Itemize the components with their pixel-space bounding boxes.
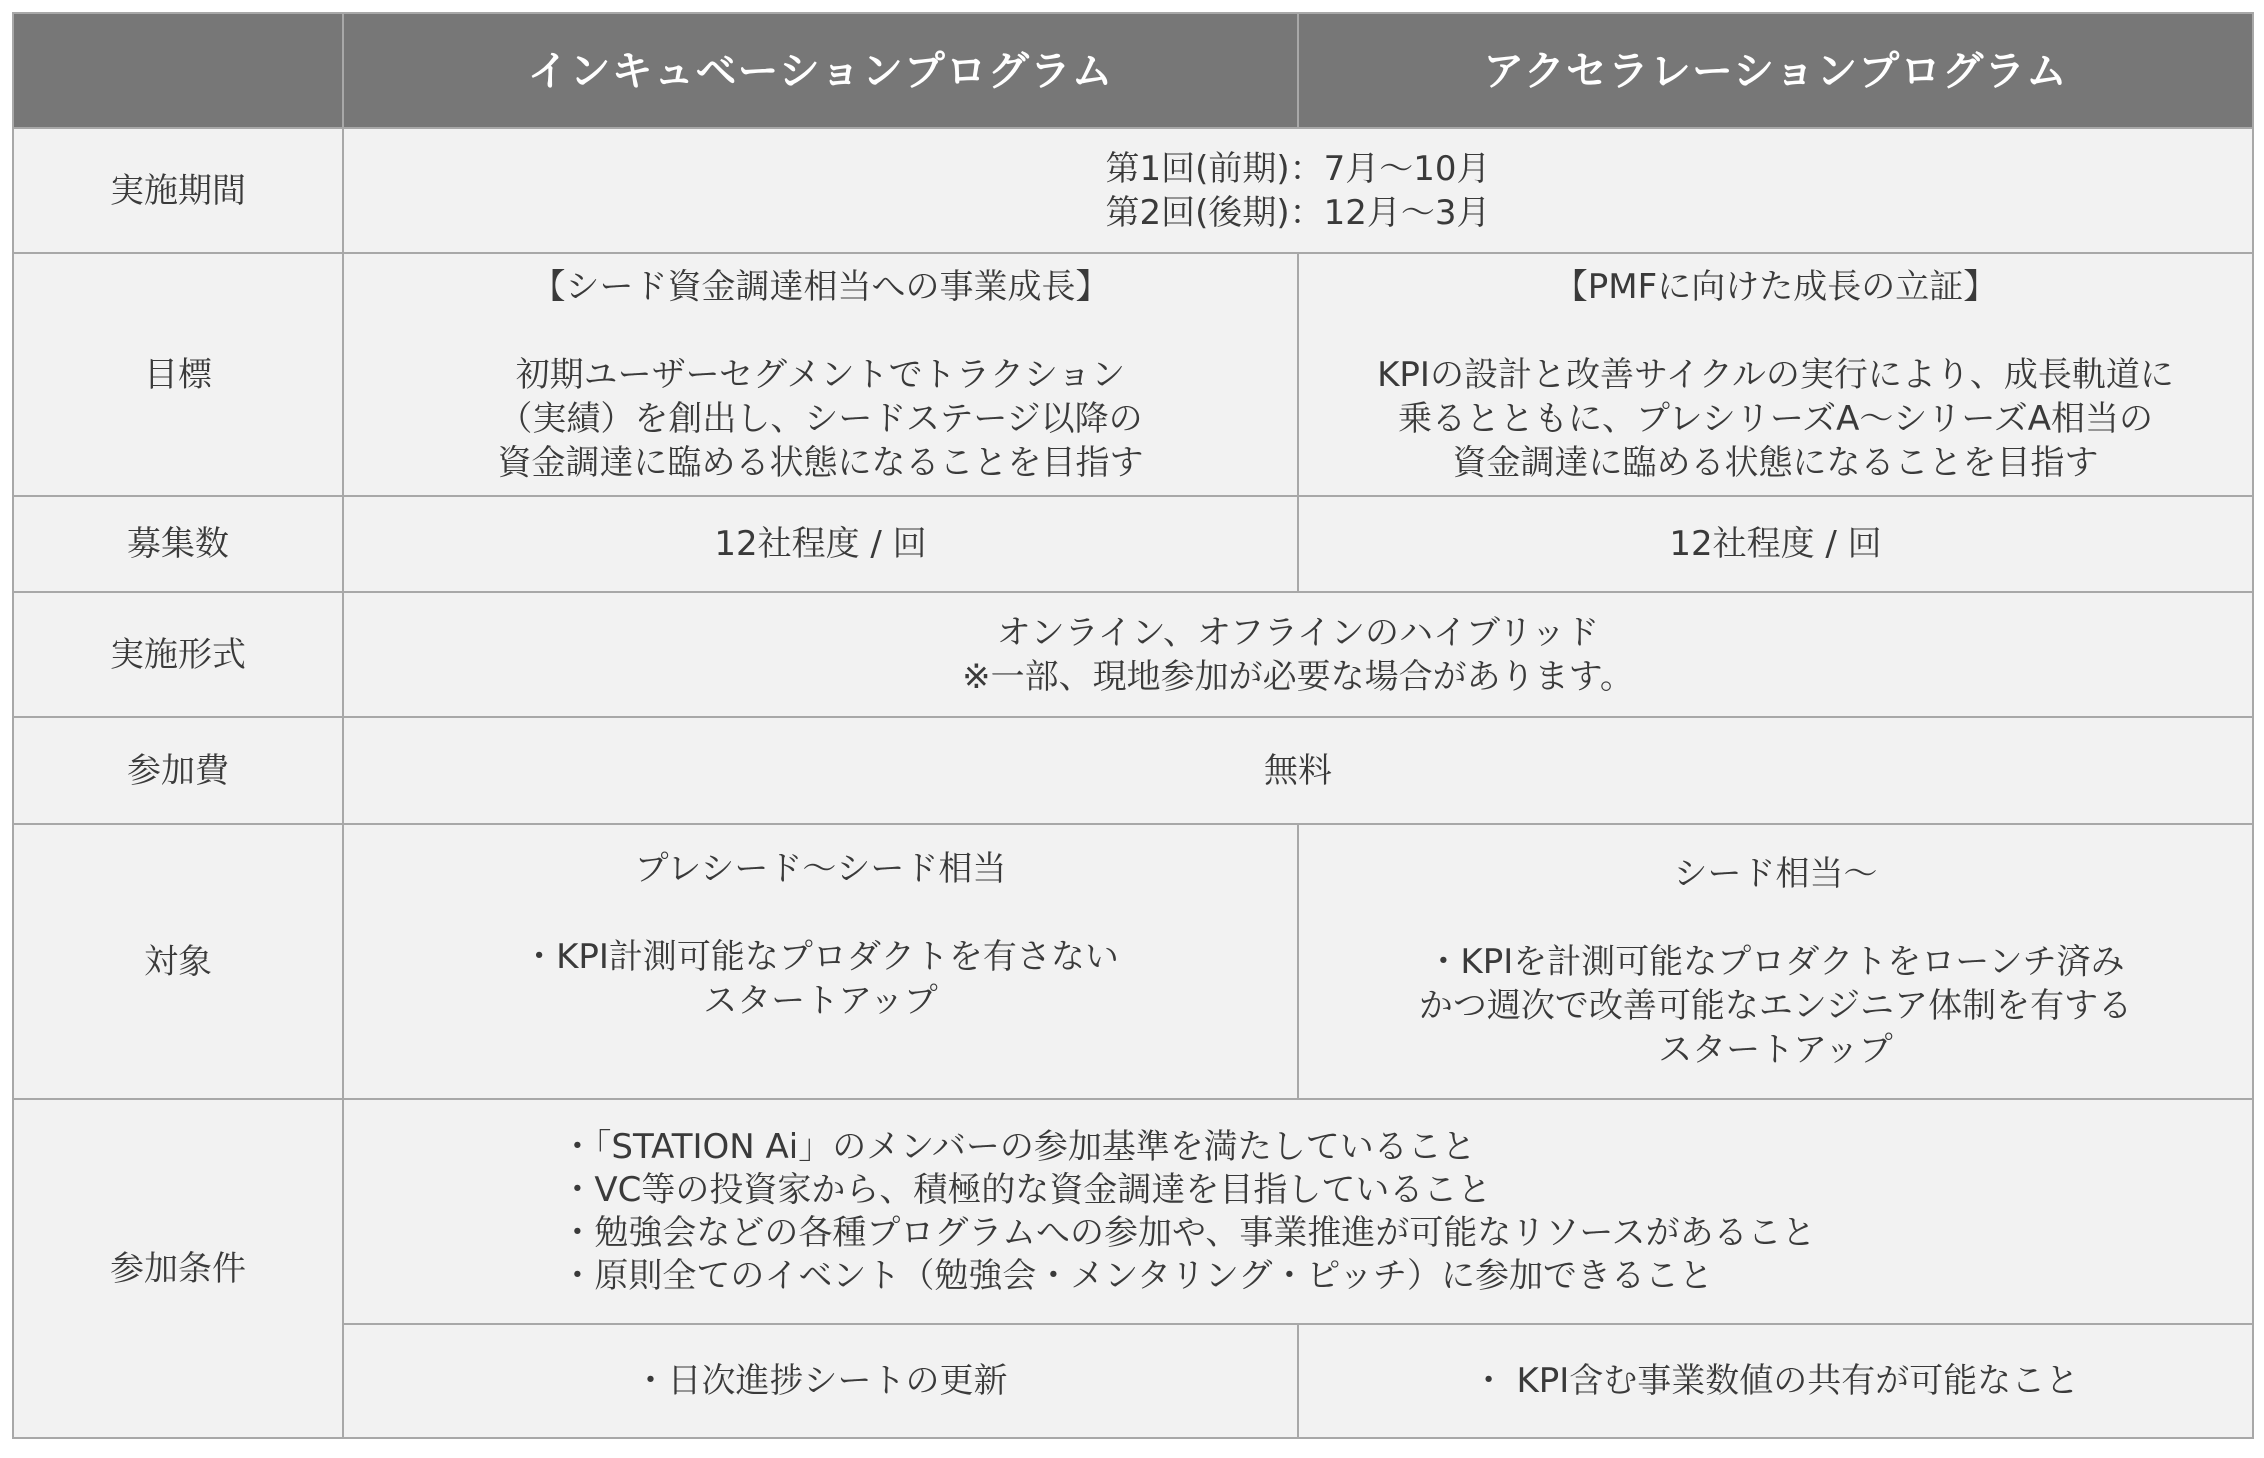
- goal-incubation: [343, 253, 1298, 496]
- goal-incubation-line: [356, 309, 1285, 353]
- row-goal: [13, 253, 2253, 496]
- target-incubation-line: [356, 891, 1285, 935]
- period-value: [343, 128, 2253, 253]
- target-acceleration-line: シード相当〜: [1673, 853, 1878, 894]
- header-acceleration-program: アクセラレーションプログラム: [1298, 13, 2253, 128]
- row-recruit: [13, 496, 2253, 592]
- condition-item: ・原則全てのイベント（勉強会・メンタリング・ピッチ）に参加できること: [560, 1255, 1713, 1296]
- program-comparison-table: [12, 12, 2254, 1439]
- target-incubation-line: スタートアップ: [703, 981, 938, 1021]
- row-fee: [13, 717, 2253, 824]
- goal-incubation-line: （実績）を創出し、シードステージ以降の: [498, 398, 1143, 439]
- row-label-format: 実施形式: [13, 592, 343, 717]
- conditions-common: [343, 1099, 2253, 1324]
- header-row: [13, 13, 2253, 128]
- row-conditions-specific: [13, 1324, 2253, 1438]
- goal-acceleration-line: 資金調達に臨める状態になることを目指す: [1452, 442, 2099, 483]
- conditions-incubation: ・日次進捗シートの更新: [343, 1324, 1298, 1438]
- row-target: [13, 824, 2253, 1099]
- target-acceleration-line: かつ週次で改善可能なエンジニア体制を有する: [1418, 985, 2133, 1026]
- target-incubation-line: ・KPI計測可能なプロダクトを有さない: [522, 937, 1119, 977]
- header-corner: [13, 13, 343, 128]
- goal-acceleration-line: 乗るとともに、プレシリーズA〜シリーズA相当の: [1398, 398, 2153, 439]
- period-line: 第2回(後期)：12月〜3月: [1105, 192, 1491, 233]
- format-value: [343, 592, 2253, 717]
- row-conditions: [13, 1099, 2253, 1324]
- goal-incubation-line: 【シード資金調達相当への事業成長】: [531, 266, 1110, 307]
- row-format: [13, 592, 2253, 717]
- target-acceleration-line: スタートアップ: [1658, 1029, 1893, 1070]
- format-line: オンライン、オフラインのハイブリッド: [996, 612, 1600, 653]
- conditions-acceleration: ・ KPI含む事業数値の共有が可能なこと: [1298, 1324, 2253, 1438]
- condition-item: ・「STATION Ai」のメンバーの参加基準を満たしていること: [560, 1126, 1476, 1167]
- target-incubation-line: プレシード〜シード相当: [634, 849, 1007, 889]
- row-label-period: 実施期間: [13, 128, 343, 253]
- target-acceleration-line: ・KPIを計測可能なプロダクトをローンチ済み: [1426, 941, 2125, 982]
- format-line: ※一部、現地参加が必要な場合があります。: [962, 656, 1634, 697]
- target-acceleration: [1298, 824, 2253, 1099]
- header-incubation-program: インキュベーションプログラム: [343, 13, 1298, 128]
- goal-incubation-line: 初期ユーザーセグメントでトラクション: [515, 354, 1126, 395]
- row-label-conditions: 参加条件: [13, 1099, 343, 1438]
- target-incubation: [343, 824, 1298, 1099]
- goal-acceleration-line: KPIの設計と改善サイクルの実行により、成長軌道に: [1377, 354, 2174, 395]
- row-label-recruit: 募集数: [13, 496, 343, 592]
- condition-item: ・勉強会などの各種プログラムへの参加や、事業推進が可能なリソースがあること: [560, 1212, 1816, 1253]
- recruit-acceleration: 12社程度 / 回: [1298, 496, 2253, 592]
- recruit-incubation: 12社程度 / 回: [343, 496, 1298, 592]
- row-label-fee: 参加費: [13, 717, 343, 824]
- goal-incubation-line: 資金調達に臨める状態になることを目指す: [497, 442, 1144, 483]
- goal-acceleration: [1298, 253, 2253, 496]
- goal-acceleration-line: 【PMFに向けた成長の立証】: [1553, 266, 1998, 307]
- condition-item: ・VC等の投資家から、積極的な資金調達を目指していること: [560, 1169, 1492, 1210]
- fee-value: 無料: [343, 717, 2253, 824]
- row-period: [13, 128, 2253, 253]
- row-label-goal: 目標: [13, 253, 343, 496]
- goal-acceleration-line: [1311, 309, 2240, 353]
- period-line: 第1回(前期)：7月〜10月: [1105, 148, 1491, 189]
- conditions-list: [560, 1126, 1815, 1298]
- row-label-target: 対象: [13, 824, 343, 1099]
- target-acceleration-line: [1311, 896, 2240, 940]
